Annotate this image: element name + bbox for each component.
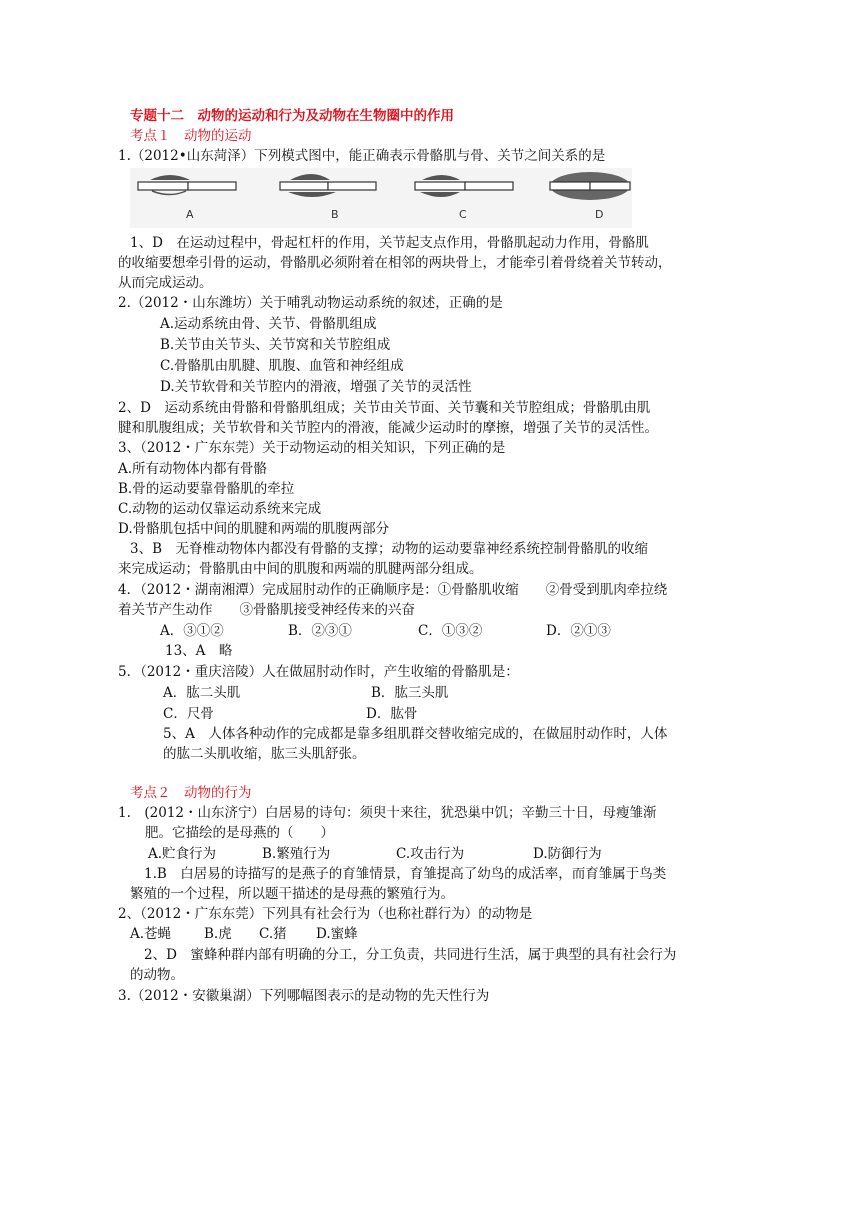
diagram-a xyxy=(138,175,236,195)
behavior-question-2-option-d: D.蜜蜂 xyxy=(316,926,358,942)
behavior-answer-2-line-2: 的动物。 xyxy=(130,967,184,983)
section-heading-2: 考点２ 动物的行为 xyxy=(130,785,252,801)
question-2-option-c: C.骨骼肌由肌腱、肌腹、血管和神经组成 xyxy=(160,358,404,374)
behavior-question-1-option-c: C.攻击行为 xyxy=(396,846,465,862)
behavior-answer-1-line-1: 1.B 白居易的诗描写的是燕子的育雏情景，育雏提高了幼鸟的成活率，而育雏属于鸟类 xyxy=(144,866,667,882)
muscle-joint-figure xyxy=(130,168,632,228)
question-2-option-d: D.关节软骨和关节腔内的滑液，增强了关节的灵活性 xyxy=(160,379,472,395)
behavior-answer-2-line-1: 2、D 蜜蜂种群内部有明确的分工，分工负责，共同进行生活，属于典型的具有社会行为 xyxy=(144,947,677,963)
question-4-option-a: A．③①② xyxy=(160,623,224,639)
diagram-d xyxy=(550,172,630,200)
answer-5-line-1: 5、A 人体各种动作的完成都是靠多组肌群交替收缩完成的，在做屈肘动作时，人体 xyxy=(163,726,668,742)
question-4-option-d: D．②①③ xyxy=(546,623,611,639)
question-3-option-d: D.骨骼肌包括中间的肌腱和两端的肌腹两部分 xyxy=(118,521,390,537)
behavior-question-1-option-b: B.繁殖行为 xyxy=(262,846,331,862)
behavior-question-1-line-1: 1. (2012・山东济宁）白居易的诗句：须臾十来往，犹恐巢中饥；辛勤三十日，母瘦雏渐 xyxy=(118,805,657,821)
section-heading-1: 考点１ 动物的运动 xyxy=(130,128,252,144)
question-2-option-b: B.关节由关节头、关节窝和关节腔组成 xyxy=(160,337,391,353)
behavior-question-2-option-a: A.苍蝇 xyxy=(130,926,172,942)
question-5-option-a: A．肱二头肌 xyxy=(163,685,241,701)
behavior-question-2-option-c: C.猪 xyxy=(259,926,287,942)
question-3-option-b: B.骨的运动要靠骨骼肌的牵拉 xyxy=(118,481,295,497)
question-5-option-b: B．肱三头肌 xyxy=(371,685,449,701)
question-4-line-1: 4．（2012・湖南湘潭）完成屈肘动作的正确顺序是：①骨骼肌收缩 ②骨受到肌肉牵拉绕 xyxy=(118,582,668,598)
figure-label-b: B xyxy=(331,208,339,221)
diagram-c xyxy=(415,175,513,197)
question-3-option-c: C.动物的运动仅靠运动系统来完成 xyxy=(118,501,322,517)
figure-label-a: A xyxy=(186,208,194,221)
answer-1-line-1: 1、D 在运动过程中，骨起杠杆的作用，关节起支点作用，骨骼肌起动力作用，骨骼肌 xyxy=(130,235,649,251)
question-4-option-b: B．②③① xyxy=(288,623,352,639)
question-4-line-2: 着关节产生动作 ③骨骼肌接受神经传来的兴奋 xyxy=(118,602,415,618)
question-3-option-a: A.所有动物体内都有骨骼 xyxy=(118,461,268,477)
question-2: 2.（2012・山东潍坊）关于哺乳动物运动系统的叙述，正确的是 xyxy=(118,295,503,311)
question-5-option-c: C．尺骨 xyxy=(163,706,214,722)
question-5: 5．（2012・重庆涪陵）人在做屈肘动作时，产生收缩的骨骼肌是： xyxy=(118,664,519,680)
answer-4: 13、A 略 xyxy=(165,643,233,659)
muscle-joint-diagrams xyxy=(130,168,632,228)
answer-3-line-2: 来完成运动；骨骼肌由中间的肌腹和两端的肌腱两部分组成。 xyxy=(118,561,483,577)
question-4-option-c: C．①③② xyxy=(418,623,483,639)
page-title: 专题十二 动物的运动和行为及动物在生物圈中的作用 xyxy=(130,108,454,124)
diagram-b xyxy=(280,174,376,197)
behavior-question-2-option-b: B.虎 xyxy=(204,926,232,942)
behavior-question-1-line-2: 肥。它描绘的是母燕的（ ） xyxy=(145,825,334,841)
answer-2-line-1: 2、D 运动系统由骨骼和骨骼肌组成；关节由关节面、关节囊和关节腔组成；骨骼肌由肌 xyxy=(118,400,651,416)
figure-label-c: C xyxy=(459,208,467,221)
behavior-answer-1-line-2: 繁殖的一个过程，所以题干描述的是母燕的繁殖行为。 xyxy=(130,886,454,902)
behavior-question-3: 3.（2012・安徽巢湖）下列哪幅图表示的是动物的先天性行为 xyxy=(118,988,490,1004)
answer-3-line-1: 3、B 无脊椎动物体内都没有骨骼的支撑；动物的运动要靠神经系统控制骨骼肌的收缩 xyxy=(130,541,649,557)
behavior-question-1-option-d: D.防御行为 xyxy=(533,846,602,862)
answer-1-line-2: 的收缩要想牵引骨的运动，骨骼肌必须附着在相邻的两块骨上，才能牵引着骨绕着关节转动， xyxy=(118,255,672,271)
behavior-question-1-option-a: A.贮食行为 xyxy=(148,846,217,862)
question-2-option-a: A.运动系统由骨、关节、骨骼肌组成 xyxy=(160,316,377,332)
answer-2-line-2: 腱和肌腹组成；关节软骨和关节腔内的滑液，能减少运动时的摩擦，增强了关节的灵活性。 xyxy=(118,420,658,436)
answer-5-line-2: 的肱二头肌收缩，肱三头肌舒张。 xyxy=(163,746,366,762)
figure-label-d: D xyxy=(595,208,604,221)
question-5-option-d: D．肱骨 xyxy=(366,706,418,722)
behavior-question-2: 2、（2012・广东东莞）下列具有社会行为（也称社群行为）的动物是 xyxy=(118,906,533,922)
question-3: 3、（2012・广东东莞）关于动物运动的相关知识，下列正确的是 xyxy=(118,440,506,456)
answer-1-line-3: 从而完成运动。 xyxy=(118,275,213,291)
question-1: 1.（2012•山东菏泽）下列模式图中，能正确表示骨骼肌与骨、关节之间关系的是 xyxy=(118,148,606,164)
